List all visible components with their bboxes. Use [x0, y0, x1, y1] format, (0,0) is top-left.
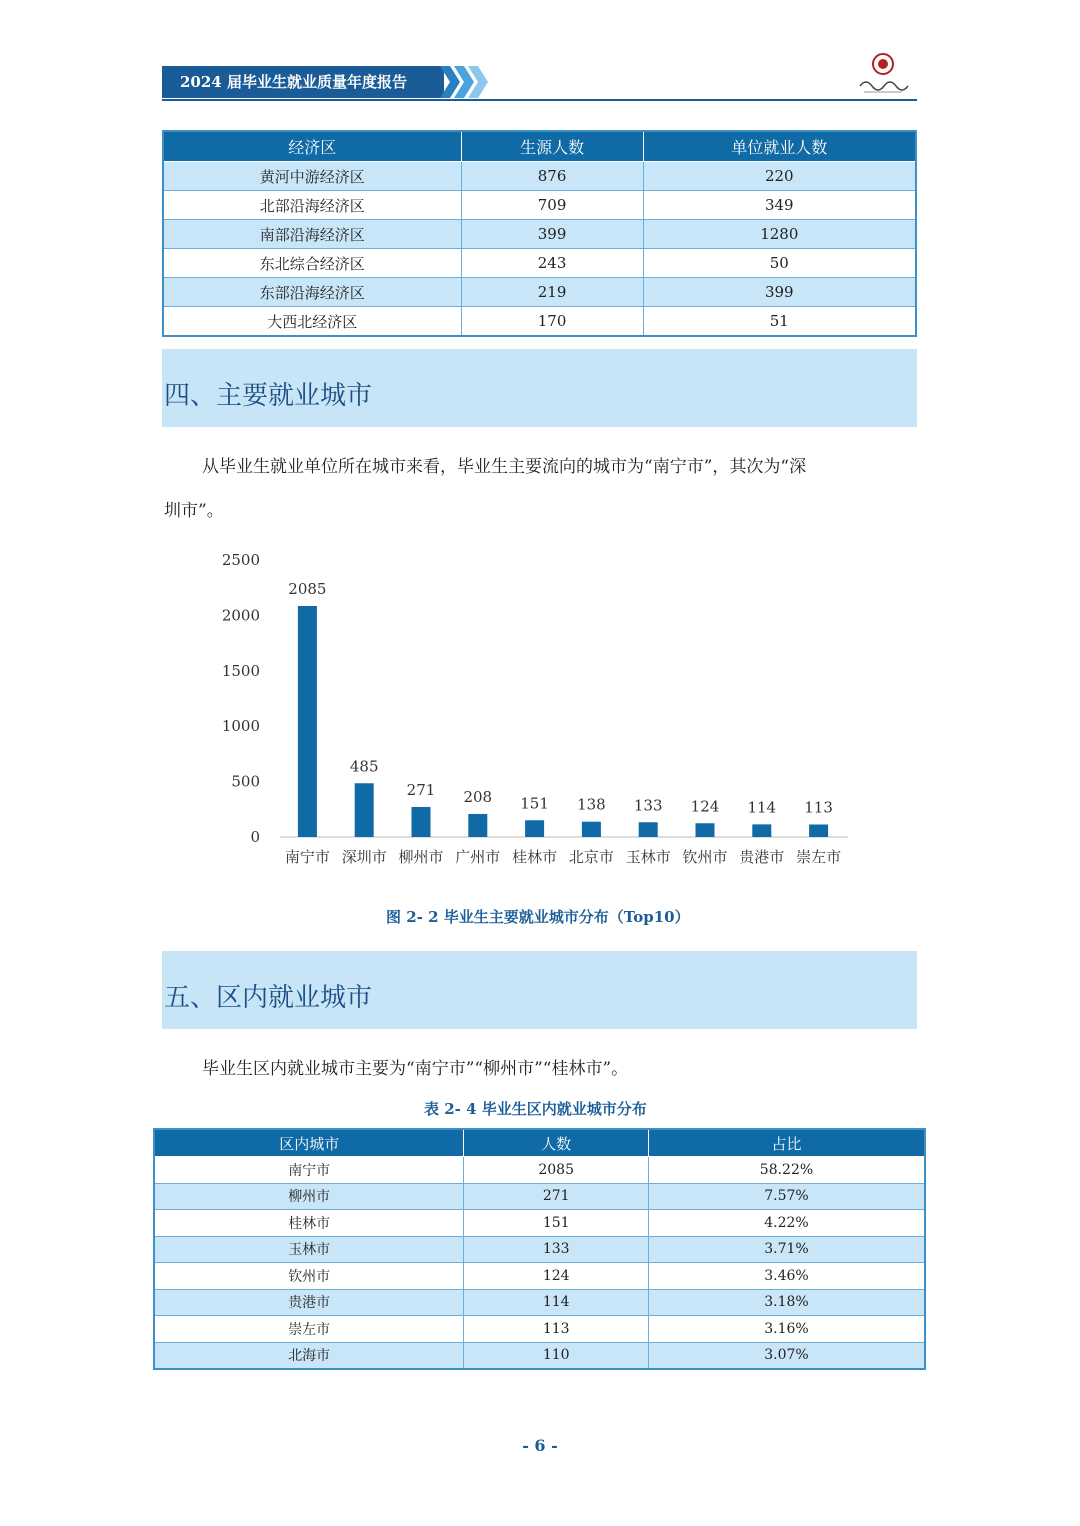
y-tick-label: 1000	[221, 717, 260, 736]
cell-count: 114	[464, 1289, 649, 1316]
y-tick-label: 2000	[221, 606, 260, 625]
cell-city: 北海市	[154, 1342, 464, 1369]
data-label: 2085	[288, 579, 327, 598]
table-row	[154, 1316, 925, 1343]
x-tick-label: 广州市	[455, 848, 501, 866]
header-chevron-icon	[440, 66, 490, 98]
cell-employed: 51	[643, 307, 916, 337]
table-row	[154, 1342, 925, 1369]
x-tick-label: 北京市	[568, 848, 614, 866]
section-heading-main-cities	[162, 349, 917, 427]
bar	[696, 823, 715, 837]
bar	[809, 824, 828, 837]
paragraph: 毕业生区内就业城市主要为“南宁市”“柳州市”“桂林市”。	[202, 1059, 629, 1079]
table-row	[163, 249, 916, 278]
column-header: 单位就业人数	[643, 131, 916, 162]
table-row	[154, 1210, 925, 1237]
table-row	[163, 162, 916, 191]
cell-count: 113	[464, 1316, 649, 1343]
x-tick-label: 柳州市	[398, 848, 444, 866]
chart-caption: 图 2- 2 毕业生主要就业城市分布（Top10）	[386, 908, 690, 926]
cell-zone: 南部沿海经济区	[163, 220, 461, 249]
cell-city: 桂林市	[154, 1210, 464, 1237]
cell-employed: 50	[643, 249, 916, 278]
cell-city: 柳州市	[154, 1183, 464, 1210]
column-header: 生源人数	[461, 131, 643, 162]
table-row	[154, 1263, 925, 1290]
bar	[752, 824, 771, 837]
table-caption: 表 2- 4 毕业生区内就业城市分布	[424, 1100, 647, 1118]
cell-count: 133	[464, 1236, 649, 1263]
column-header: 占比	[648, 1129, 925, 1157]
cell-city: 崇左市	[154, 1316, 464, 1343]
cell-share: 7.57%	[648, 1183, 925, 1210]
bar	[412, 807, 431, 837]
table-row	[154, 1183, 925, 1210]
bar	[468, 814, 487, 837]
cell-zone: 北部沿海经济区	[163, 191, 461, 220]
bar	[525, 820, 544, 837]
x-tick-label: 钦州市	[682, 848, 728, 866]
cell-employed: 399	[643, 278, 916, 307]
section-title: 五、区内就业城市	[164, 983, 373, 1013]
cell-zone: 东部沿海经济区	[163, 278, 461, 307]
cell-zone: 黄河中游经济区	[163, 162, 461, 191]
header-divider	[162, 99, 917, 101]
cell-employed: 1280	[643, 220, 916, 249]
data-label: 151	[520, 794, 549, 813]
table-row	[163, 278, 916, 307]
data-label: 271	[406, 780, 436, 799]
cell-share: 3.71%	[648, 1236, 925, 1263]
column-header: 经济区	[163, 131, 461, 162]
cell-city: 贵港市	[154, 1289, 464, 1316]
data-label: 208	[463, 787, 493, 806]
column-header: 区内城市	[154, 1129, 464, 1157]
bar	[355, 783, 374, 837]
cell-source: 243	[461, 249, 643, 278]
cell-employed: 220	[643, 162, 916, 191]
cell-source: 219	[461, 278, 643, 307]
bar	[639, 822, 658, 837]
y-tick-label: 0	[250, 828, 260, 846]
y-tick-label: 2500	[221, 551, 260, 569]
cell-employed: 349	[643, 191, 916, 220]
page-number: - 6 -	[522, 1436, 558, 1455]
cell-share: 58.22%	[648, 1157, 925, 1184]
economic-zone-table	[162, 130, 917, 337]
cell-share: 4.22%	[648, 1210, 925, 1237]
data-label: 485	[349, 757, 379, 776]
city-bar-chart	[200, 540, 860, 880]
x-tick-label: 南宁市	[284, 848, 330, 866]
cell-count: 124	[464, 1263, 649, 1290]
paragraph-line: 圳市”。	[164, 501, 224, 521]
column-header: 人数	[464, 1129, 649, 1157]
table-row	[154, 1157, 925, 1184]
x-tick-label: 玉林市	[625, 848, 671, 866]
table-row	[163, 307, 916, 337]
cell-source: 709	[461, 191, 643, 220]
data-label: 124	[690, 797, 720, 816]
data-label: 114	[747, 798, 777, 817]
data-label: 133	[633, 796, 663, 815]
table-row	[163, 220, 916, 249]
regional-city-table	[153, 1128, 926, 1370]
x-tick-label: 深圳市	[341, 848, 387, 866]
section-title: 四、主要就业城市	[164, 381, 373, 411]
cell-source: 399	[461, 220, 643, 249]
data-label: 113	[804, 798, 833, 817]
table-row	[154, 1289, 925, 1316]
cell-city: 玉林市	[154, 1236, 464, 1263]
cell-share: 3.46%	[648, 1263, 925, 1290]
y-tick-label: 500	[231, 772, 260, 791]
table-row	[154, 1236, 925, 1263]
cell-count: 271	[464, 1183, 649, 1210]
university-logo-icon	[856, 52, 910, 96]
table-row	[163, 191, 916, 220]
cell-count: 2085	[464, 1157, 649, 1184]
x-tick-label: 贵港市	[739, 848, 785, 866]
y-tick-label: 1500	[221, 661, 260, 680]
bar	[582, 822, 601, 837]
cell-share: 3.07%	[648, 1342, 925, 1369]
x-tick-label: 桂林市	[512, 848, 558, 866]
cell-source: 876	[461, 162, 643, 191]
bar	[298, 606, 317, 837]
cell-share: 3.18%	[648, 1289, 925, 1316]
cell-city: 南宁市	[154, 1157, 464, 1184]
cell-city: 钦州市	[154, 1263, 464, 1290]
cell-count: 110	[464, 1342, 649, 1369]
cell-source: 170	[461, 307, 643, 337]
section-heading-regional-cities	[162, 951, 917, 1029]
paragraph-line: 从毕业生就业单位所在城市来看，毕业生主要流向的城市为“南宁市”，其次为“深	[202, 457, 807, 477]
cell-zone: 大西北经济区	[163, 307, 461, 337]
cell-share: 3.16%	[648, 1316, 925, 1343]
data-label: 138	[577, 795, 606, 814]
cell-zone: 东北综合经济区	[163, 249, 461, 278]
cell-count: 151	[464, 1210, 649, 1237]
x-tick-label: 崇左市	[796, 848, 842, 866]
report-header-title: 2024 届毕业生就业质量年度报告	[162, 66, 444, 98]
